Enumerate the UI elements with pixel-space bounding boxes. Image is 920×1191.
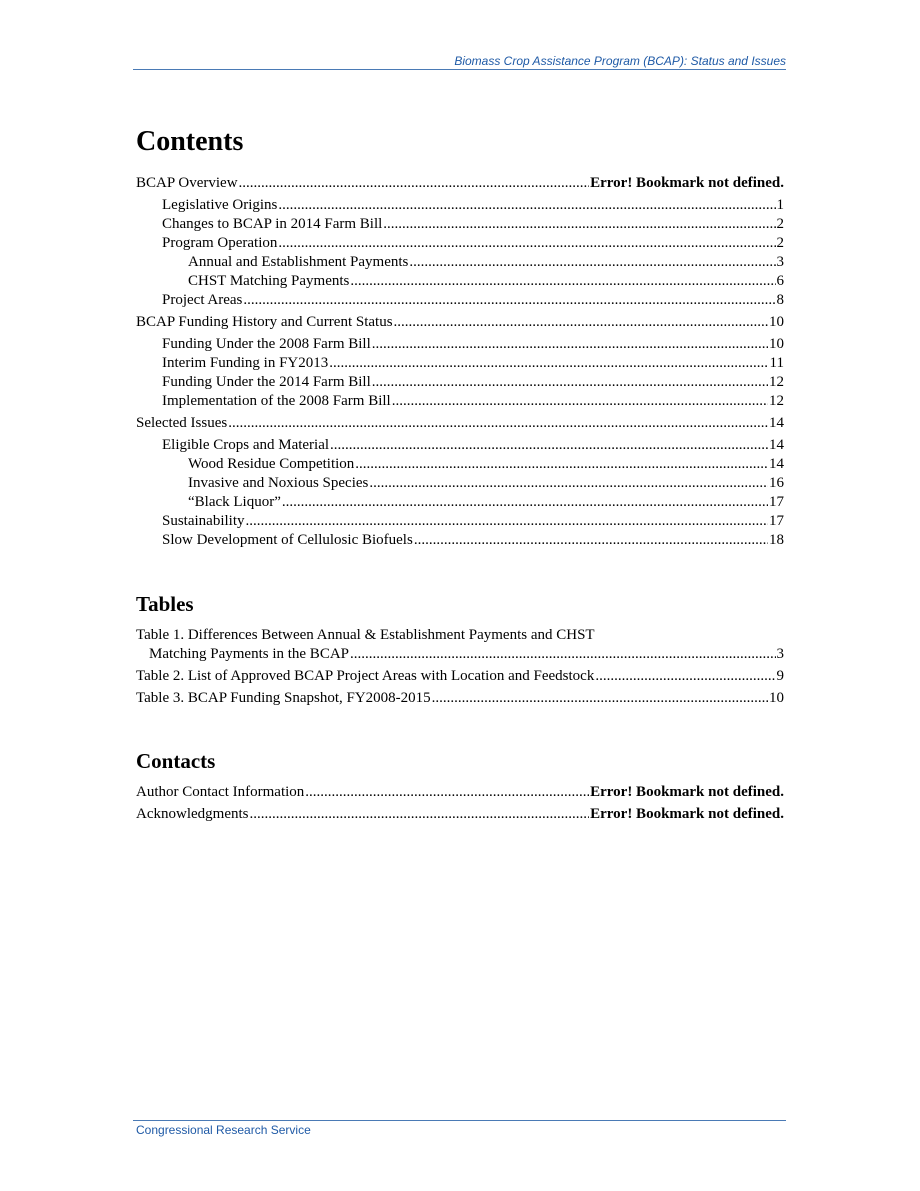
toc-entry-funding-2014[interactable] xyxy=(136,373,784,392)
toc-entry-title: Slow Development of Cellulosic Biofuels xyxy=(162,532,413,548)
dot-leader xyxy=(239,174,590,193)
toc-entry-title: Table 1. Differences Between Annual & Establishment Payments and CHST xyxy=(136,627,595,643)
toc-entry-page: 1 xyxy=(776,197,784,213)
dot-leader xyxy=(243,291,775,310)
toc-entry-page: 14 xyxy=(769,415,784,431)
running-header: Biomass Crop Assistance Program (BCAP): Status and Issues xyxy=(133,54,786,70)
toc-entry-title: “Black Liquor” xyxy=(188,494,281,510)
toc-entry-page: Error! Bookmark not defined. xyxy=(590,175,784,191)
toc-entry-page: 14 xyxy=(769,437,784,453)
toc-entry-page: 8 xyxy=(776,292,784,308)
toc-entry-funding-history[interactable] xyxy=(136,313,784,332)
toc-entry-title: Changes to BCAP in 2014 Farm Bill xyxy=(162,216,383,232)
dot-leader xyxy=(355,455,768,474)
toc-entry-page: 12 xyxy=(769,393,784,409)
toc-entry-page: 12 xyxy=(769,374,784,390)
toc-entry-legislative-origins[interactable] xyxy=(136,196,784,215)
toc-entry-page: 10 xyxy=(769,336,784,352)
contacts-heading: Contacts xyxy=(136,749,216,773)
footer-organization: Congressional Research Service xyxy=(136,1123,311,1137)
dot-leader xyxy=(282,493,768,512)
tables-heading: Tables xyxy=(136,592,194,616)
toc-entry-chst-matching[interactable] xyxy=(136,272,784,291)
toc-entry-title: Selected Issues xyxy=(136,415,228,431)
toc-entry-table-1[interactable] xyxy=(136,626,784,664)
toc-entry-author-contact[interactable] xyxy=(136,783,784,802)
dot-leader xyxy=(329,354,768,373)
dot-leader xyxy=(228,414,768,433)
toc-entry-table-2[interactable] xyxy=(136,667,784,686)
toc-entry-page: 2 xyxy=(776,216,784,232)
toc-entry-page: 17 xyxy=(769,513,784,529)
toc-entry-page: 2 xyxy=(776,235,784,251)
toc-entry-title: BCAP Overview xyxy=(136,175,238,191)
contacts-list xyxy=(136,783,784,824)
dot-leader xyxy=(330,436,768,455)
toc-entry-title: Acknowledgments xyxy=(136,806,249,822)
toc-entry-page: 17 xyxy=(769,494,784,510)
toc-entry-title: Eligible Crops and Material xyxy=(162,437,330,453)
toc-entry-page: 3 xyxy=(776,254,784,270)
toc-entry-title: Author Contact Information xyxy=(136,784,305,800)
toc-entry-selected-issues[interactable] xyxy=(136,414,784,433)
dot-leader xyxy=(278,196,775,215)
toc-entry-changes-2014[interactable] xyxy=(136,215,784,234)
footer-rule xyxy=(133,1120,786,1121)
dot-leader xyxy=(350,645,776,664)
contents-heading: Contents xyxy=(136,126,244,157)
toc-entry-slow-development[interactable] xyxy=(136,531,784,550)
toc-entry-page: 6 xyxy=(776,273,784,289)
dot-leader xyxy=(372,373,768,392)
toc-entry-implementation-2008[interactable] xyxy=(136,392,784,411)
toc-entry-title: Interim Funding in FY2013 xyxy=(162,355,329,371)
toc-entry-table-3[interactable] xyxy=(136,689,784,708)
dot-leader xyxy=(595,667,775,686)
dot-leader xyxy=(414,531,768,550)
toc-entry-page: 11 xyxy=(769,355,784,371)
toc-entry-program-operation[interactable] xyxy=(136,234,784,253)
toc-entry-wood-residue[interactable] xyxy=(136,455,784,474)
toc-entry-title: Annual and Establishment Payments xyxy=(188,254,409,270)
toc-entry-title: Program Operation xyxy=(162,235,278,251)
dot-leader xyxy=(249,805,589,824)
toc-entry-page: 10 xyxy=(769,314,784,330)
toc-entry-title: CHST Matching Payments xyxy=(188,273,350,289)
dot-leader xyxy=(305,783,589,802)
tables-list xyxy=(136,626,784,708)
toc-entry-title: BCAP Funding History and Current Status xyxy=(136,314,393,330)
toc-entry-title: Project Areas xyxy=(162,292,243,308)
toc-entry-page: 14 xyxy=(769,456,784,472)
toc-entry-bcap-overview[interactable] xyxy=(136,174,784,193)
toc-entry-title: Wood Residue Competition xyxy=(188,456,355,472)
toc-entry-page: 10 xyxy=(769,690,784,706)
dot-leader xyxy=(394,313,768,332)
toc-entry-title: Table 2. List of Approved BCAP Project Areas with Location and Feedstock xyxy=(136,668,595,684)
dot-leader xyxy=(372,335,768,354)
toc-entry-page: 18 xyxy=(769,532,784,548)
toc-entry-title: Funding Under the 2008 Farm Bill xyxy=(162,336,371,352)
toc-entry-page: Error! Bookmark not defined. xyxy=(590,806,784,822)
toc-entry-invasive-species[interactable] xyxy=(136,474,784,493)
dot-leader xyxy=(350,272,775,291)
toc-entry-title: Table 3. BCAP Funding Snapshot, FY2008-2015 xyxy=(136,690,431,706)
toc-entry-page: 16 xyxy=(769,475,784,491)
toc-entry-interim-2013[interactable] xyxy=(136,354,784,373)
toc-entry-sustainability[interactable] xyxy=(136,512,784,531)
toc-entry-acknowledgments[interactable] xyxy=(136,805,784,824)
toc-entry-title: Invasive and Noxious Species xyxy=(188,475,369,491)
toc-entry-page: Error! Bookmark not defined. xyxy=(590,784,784,800)
toc-entry-annual-payments[interactable] xyxy=(136,253,784,272)
dot-leader xyxy=(392,392,768,411)
toc-entry-page: 9 xyxy=(776,668,784,684)
dot-leader xyxy=(369,474,768,493)
dot-leader xyxy=(246,512,769,531)
contents-list xyxy=(136,174,784,550)
dot-leader xyxy=(383,215,775,234)
toc-entry-eligible-crops[interactable] xyxy=(136,436,784,455)
toc-entry-title: Legislative Origins xyxy=(162,197,278,213)
dot-leader xyxy=(409,253,775,272)
dot-leader xyxy=(432,689,768,708)
toc-entry-funding-2008[interactable] xyxy=(136,335,784,354)
toc-entry-title-continued: Matching Payments in the BCAP xyxy=(149,646,349,662)
toc-entry-title: Implementation of the 2008 Farm Bill xyxy=(162,393,391,409)
toc-entry-project-areas[interactable] xyxy=(136,291,784,310)
toc-entry-black-liquor[interactable] xyxy=(136,493,784,512)
toc-entry-title: Sustainability xyxy=(162,513,245,529)
toc-entry-page: 3 xyxy=(776,646,784,662)
toc-entry-title: Funding Under the 2014 Farm Bill xyxy=(162,374,371,390)
dot-leader xyxy=(278,234,775,253)
